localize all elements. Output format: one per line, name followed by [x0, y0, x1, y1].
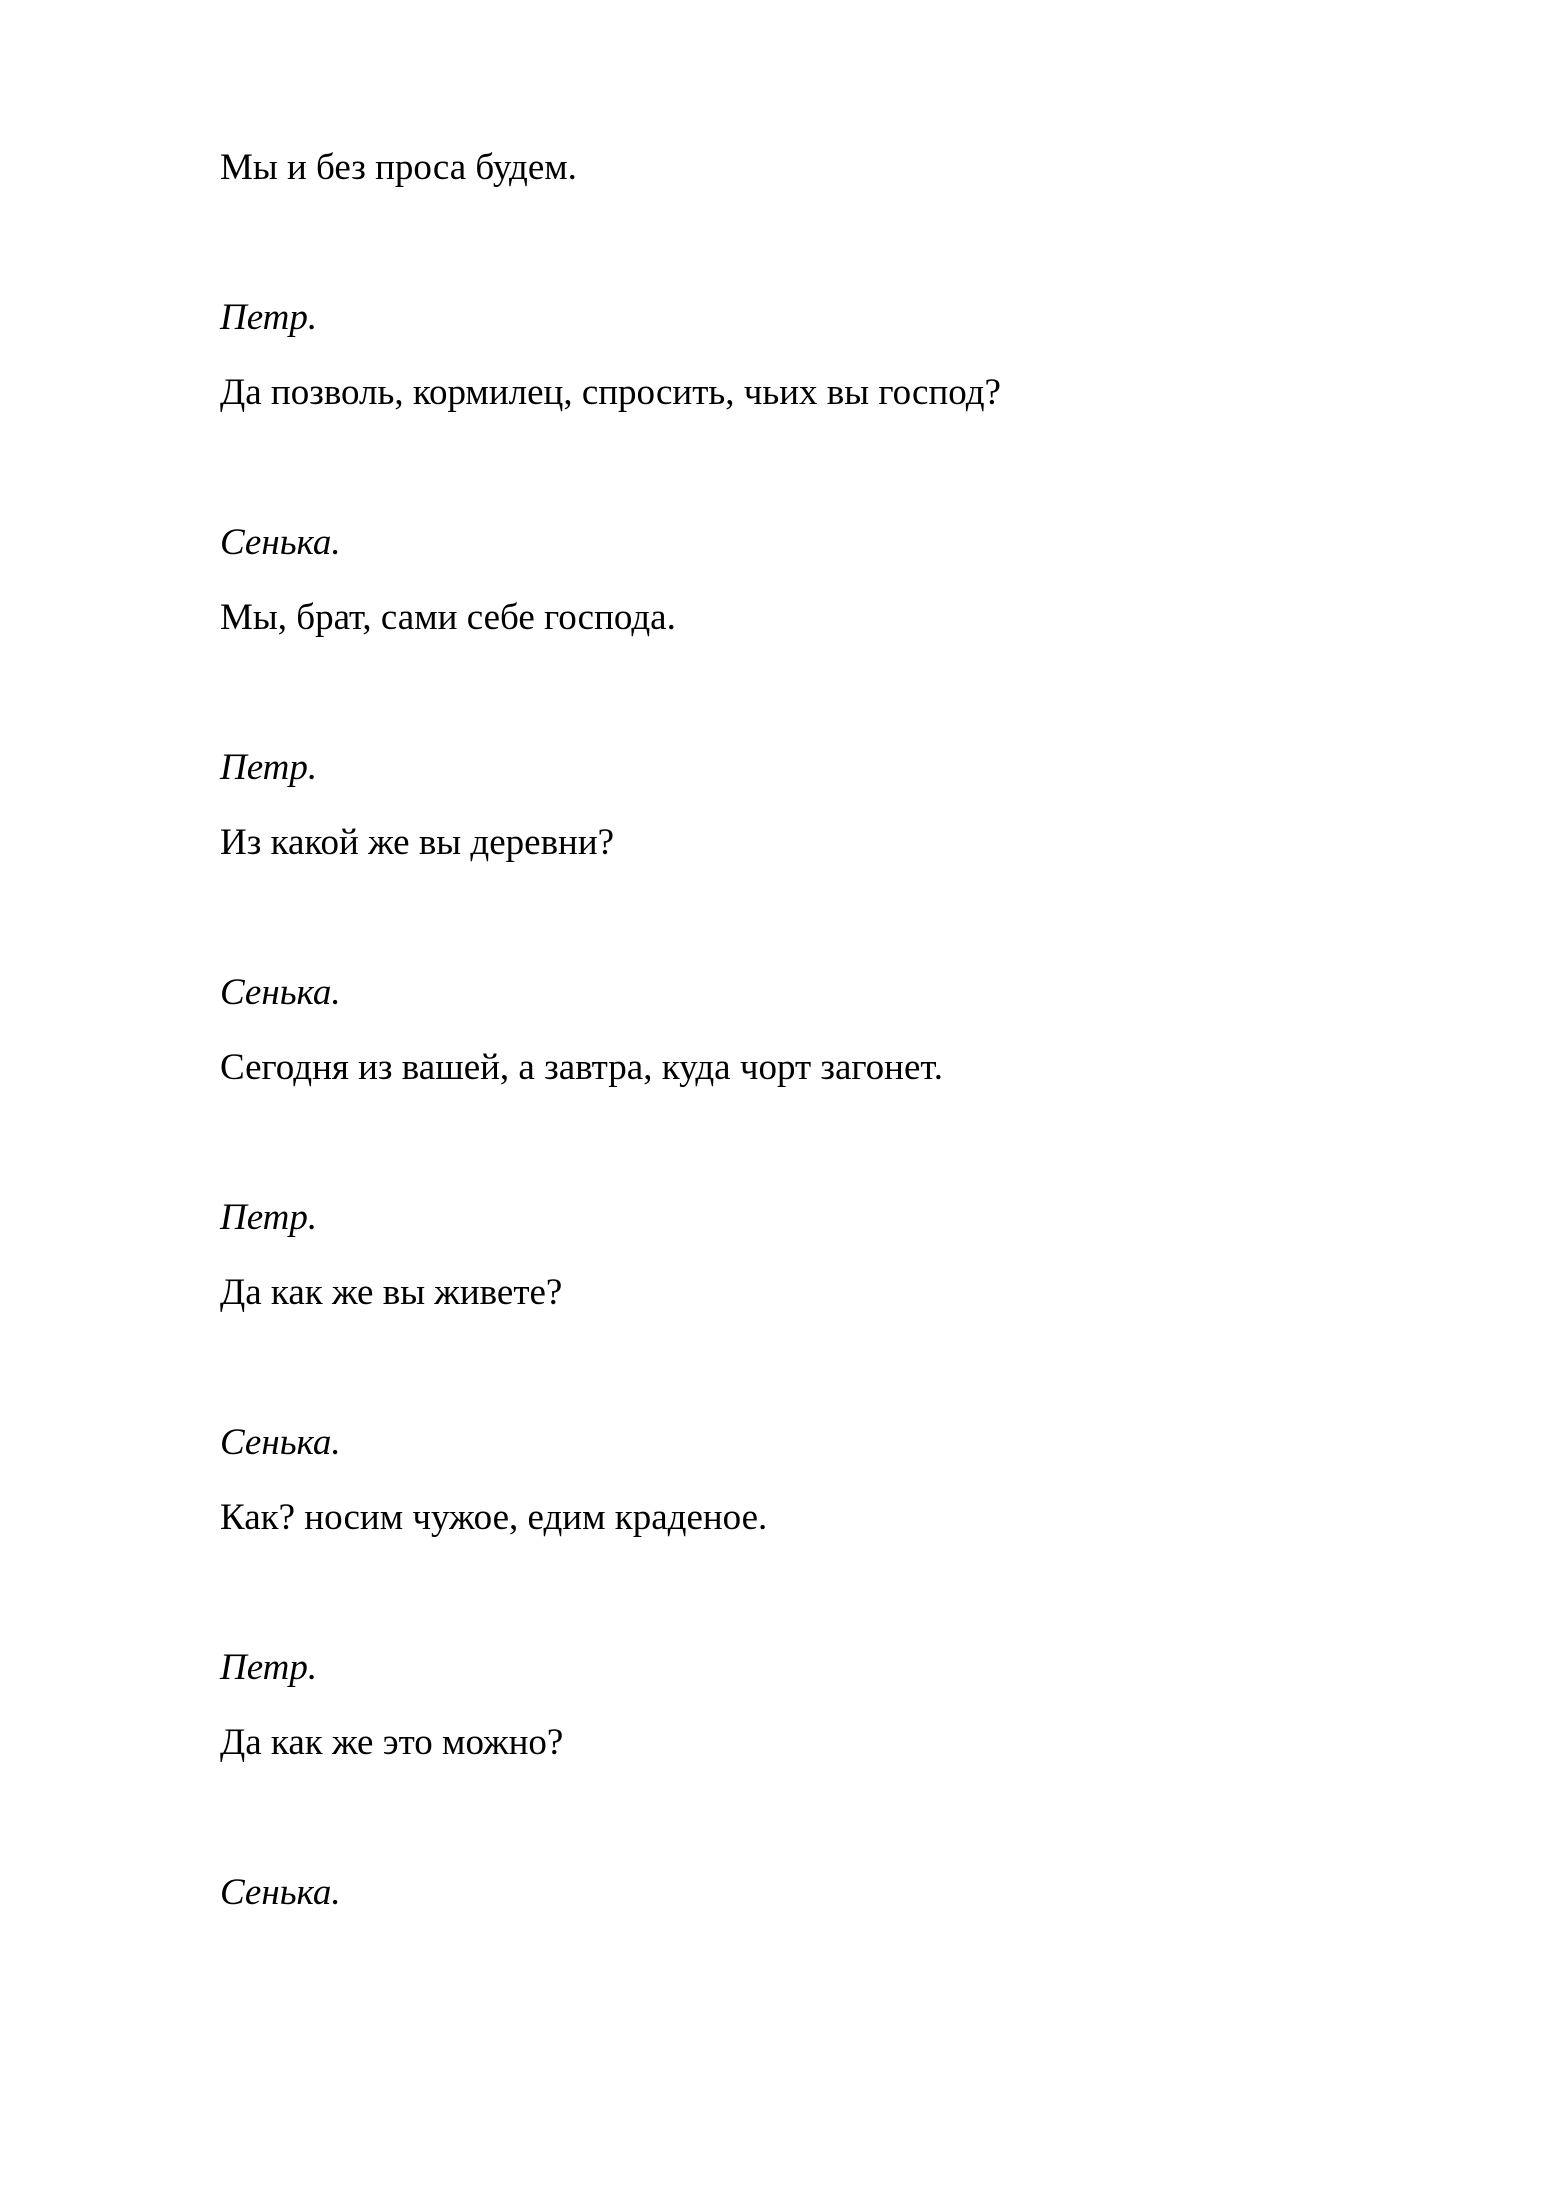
blank-line [220, 880, 1435, 955]
speaker-name: Петр. [220, 297, 318, 338]
blank-line [220, 1330, 1435, 1405]
speaker-name: Петр. [220, 1647, 318, 1688]
speaker-name: Сенька. [220, 522, 341, 563]
speaker-name: Сенька. [220, 972, 341, 1013]
dialogue-line: Да позволь, кормилец, спросить, чьих вы господ? [220, 372, 1001, 413]
blank-line [220, 655, 1435, 730]
blank-line [220, 1780, 1435, 1855]
blank-line [220, 1555, 1435, 1630]
dialogue-line: Как? носим чужое, едим краденое. [220, 1497, 768, 1538]
dialogue-line: Из какой же вы деревни? [220, 822, 615, 863]
blank-line [220, 1105, 1435, 1180]
dialogue-line: Мы, брат, сами себе господа. [220, 597, 676, 638]
speaker-name: Сенька. [220, 1872, 341, 1913]
speaker-name: Сенька. [220, 1422, 341, 1463]
blank-line [220, 430, 1435, 505]
dialogue-line: Да как же это можно? [220, 1722, 564, 1763]
speaker-name: Петр. [220, 747, 318, 788]
blank-line [220, 205, 1435, 280]
dialogue-line: Мы и без проса будем. [220, 147, 577, 188]
dialogue-line: Сегодня из вашей, а завтра, куда чорт загонет. [220, 1047, 944, 1088]
dialogue-line: Да как же вы живете? [220, 1272, 563, 1313]
speaker-name: Петр. [220, 1197, 318, 1238]
